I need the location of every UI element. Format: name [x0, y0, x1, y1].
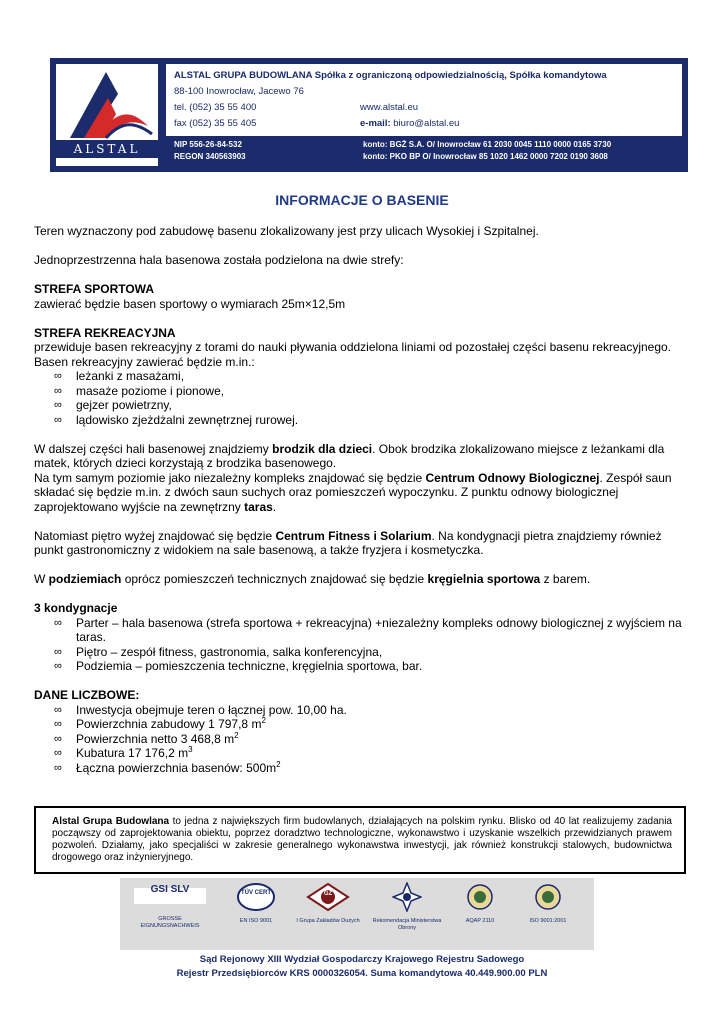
bullet-icon: ∞: [54, 384, 62, 397]
list-item: ∞ Inwestycja obejmuje teren o łącznej pow. 10,00 ha.: [54, 702, 347, 717]
paragraph-zones: Jednoprzestrzenna hala basenowa została podzielona na dwie strefy:: [34, 253, 404, 267]
figures-list: [34, 703, 690, 776]
company-name: ALSTAL GRUPA BUDOWLANA Spółka z ograniczoną odpowiedzialnością, Spółka komandytowa: [174, 70, 607, 81]
logo-text: ALSTAL: [56, 140, 158, 158]
bank-account-2: konto: PKO BP O/ Inowrocław 85 1020 1462 0000 7202 0190 3608: [363, 152, 608, 161]
bullet-icon: ∞: [54, 747, 62, 759]
certificates-band: [120, 878, 594, 950]
tuv-label: EN ISO 9001: [239, 918, 273, 924]
zaklady-label: I Grupa Zakładów Dużych: [296, 918, 360, 924]
list-item: ∞ lądowisko zjeżdżalni zewnętrznej rurowej.: [54, 412, 299, 427]
bullet-icon: ∞: [54, 645, 62, 658]
company-logo: [56, 64, 158, 166]
bullet-icon: ∞: [54, 370, 62, 382]
email-address[interactable]: biuro@alstal.eu: [393, 118, 460, 129]
aqap-seal-icon: [466, 882, 494, 912]
list-item: ∞ gejzer powietrzny,: [54, 398, 172, 412]
company-info-box: [34, 806, 686, 874]
recreation-list: [34, 369, 690, 427]
company-fax: fax (052) 35 55 405: [174, 118, 257, 129]
bullet-icon: ∞: [54, 761, 62, 774]
bank-account-1: konto: BGŻ S.A. O/ Inowrocław 61 2030 0045 1110 0000 0165 3730: [363, 140, 612, 149]
aqap-certificate: [454, 882, 506, 925]
list-item: ∞ leżanki z masażami,: [54, 369, 185, 383]
zaklady-certificate: [296, 882, 360, 925]
list-item: ∞ Powierzchnia netto 3 468,8 $m^2$: [54, 730, 239, 746]
sport-zone-text: zawierać będzie basen sportowy o wymiarach 25m×12,5m: [34, 296, 346, 311]
sport-zone-heading: STREFA SPORTOWA: [34, 282, 155, 296]
bullet-icon: ∞: [54, 399, 62, 411]
iso-certificate: [518, 882, 578, 925]
regon-number: REGON 340563903: [174, 152, 246, 161]
list-item: ∞ masaże poziome i pionowe,: [54, 383, 225, 398]
list-item: ∞ Łączna powierzchnia basenów: $500m^2$: [54, 759, 281, 775]
document-title: INFORMACJE O BASENIE: [275, 192, 449, 208]
iso-seal-icon: [534, 882, 562, 912]
tuv-certificate: [228, 882, 284, 925]
paragraph-wading-pool: W dalszej części hali basenowej znajdziemy brodzik dla dzieci. Obok brodzika zlokalizowano miejsce z leżankami dla matek, których dzieci korzystają z brodzika basenowego.: [34, 441, 665, 470]
bullet-icon: ∞: [54, 732, 62, 745]
tuv-logo-icon: [236, 882, 276, 912]
floors-heading: 3 kondygnacje: [34, 601, 118, 615]
list-item: ∞ Piętro – zespół fitness, gastronomia, salka konferencyjna,: [54, 644, 383, 659]
list-item: ∞ Kubatura 17 176,2 $m^3$: [54, 745, 193, 760]
paragraph-fitness: Natomiast piętro wyżej znajdować się będzie Centrum Fitness i Solarium. Na kondygnacji pietra znajdziemy również punkt gastronomiczny z widokiem na sale basenową, a także fryzjera i kosmetyczka.: [34, 528, 662, 557]
ministry-emblem-icon: [392, 882, 422, 912]
letterhead: [50, 58, 688, 172]
recreation-zone-intro: Basen rekreacyjny zawierać będzie m.in.:: [34, 354, 255, 369]
document-body: [34, 224, 690, 775]
court-registration: Sąd Rejonowy XIII Wydział Gospodarczy Krajowego Rejestru Sadowego: [199, 954, 525, 965]
paragraph-basement: W podziemiach oprócz pomieszczeń technicznych znajdować się będzie kręgielnia sportowa z barem.: [34, 572, 591, 586]
paragraph-wellness: Na tym samym poziomie jako niezależny kompleks znajdować się będzie Centrum Odnowy Biologicznej. Zespół saun składać się będzie m.in. z dwóch saun suchych oraz pomieszczeń wypoczynku. Z punktu odnowy biologicznej zaprojektowano wyjście na zewnętrzny taras.: [34, 470, 672, 514]
figures-heading: DANE LICZBOWE:: [34, 688, 140, 702]
paragraph-location: Teren wyznaczony pod zabudowę basenu zlokalizowany jest przy ulicach Wysokiej i Szpitalnej.: [34, 224, 539, 238]
list-item: ∞ Powierzchnia zabudowy 1 797,8 $m^2$: [54, 716, 266, 731]
bullet-icon: ∞: [54, 718, 62, 730]
company-website[interactable]: www.alstal.eu: [360, 102, 419, 113]
ministry-certificate: [372, 882, 442, 931]
list-item: ∞ Parter – hala basenowa (strefa sportowa + rekreacyjna) +niezależny kompleks odnowy biologicznej z wyjściem na taras.: [54, 615, 682, 644]
email-label: e-mail:: [360, 118, 391, 129]
company-phone: tel. (052) 35 55 400: [174, 102, 257, 113]
company-email[interactable]: [360, 118, 459, 129]
gsi-label: GROSSE EIGNUNGSNACHWEIS: [140, 916, 200, 929]
list-item: ∞ Podziemia – pomieszczenia techniczne, kręgielnia sportowa, bar.: [54, 659, 423, 673]
recreation-zone-text: przewiduje basen rekreacyjny z torami do nauki pływania oddzielona liniami od pozostałej części basenu rekreacyjnego.: [34, 340, 672, 354]
bullet-icon: ∞: [54, 703, 62, 716]
recreation-zone-heading: STREFA REKREACYJNA: [34, 325, 176, 340]
logo-mark-icon: [56, 64, 158, 144]
ministry-label: Rekomendacja Ministerstwa Obrony: [372, 918, 442, 931]
bullet-icon: ∞: [54, 413, 62, 426]
zaklady-logo-icon: [306, 882, 350, 912]
iso-label: ISO 9001:2001: [529, 918, 567, 924]
bullet-icon: ∞: [54, 660, 62, 672]
gsi-slv-certificate: [130, 882, 210, 929]
contact-panel: [166, 64, 682, 136]
aqap-label: AQAP 2110: [465, 918, 495, 924]
krs-registration: Rejestr Przedsiębiorców KRS 0000326054. Suma komandytowa 40.449.900.00 PLN: [176, 968, 548, 979]
bullet-icon: ∞: [54, 616, 62, 629]
company-info-text: Alstal Grupa Budowlana to jedna z największych firm budowlanych, działających na polskim rynku. Blisko od 40 lat realizujemy zadania począwszy od zaprojektowania obiektu, poprzez doradztwo technologiczne, wykonawstwo i uzyskanie wszelkich przewidzianych prawem pozwoleń. Działamy, jako specjaliści w zakresie generalnego wykonawstwa inwestycji, jak również konstrukcji stalowych, budownictwa drogowego oraz inżynieryjnego.: [52, 816, 672, 863]
floors-list: [34, 616, 690, 674]
nip-number: NIP 556-26-84-532: [174, 140, 242, 149]
company-address: 88-100 Inowrocław, Jacewo 76: [174, 86, 304, 97]
